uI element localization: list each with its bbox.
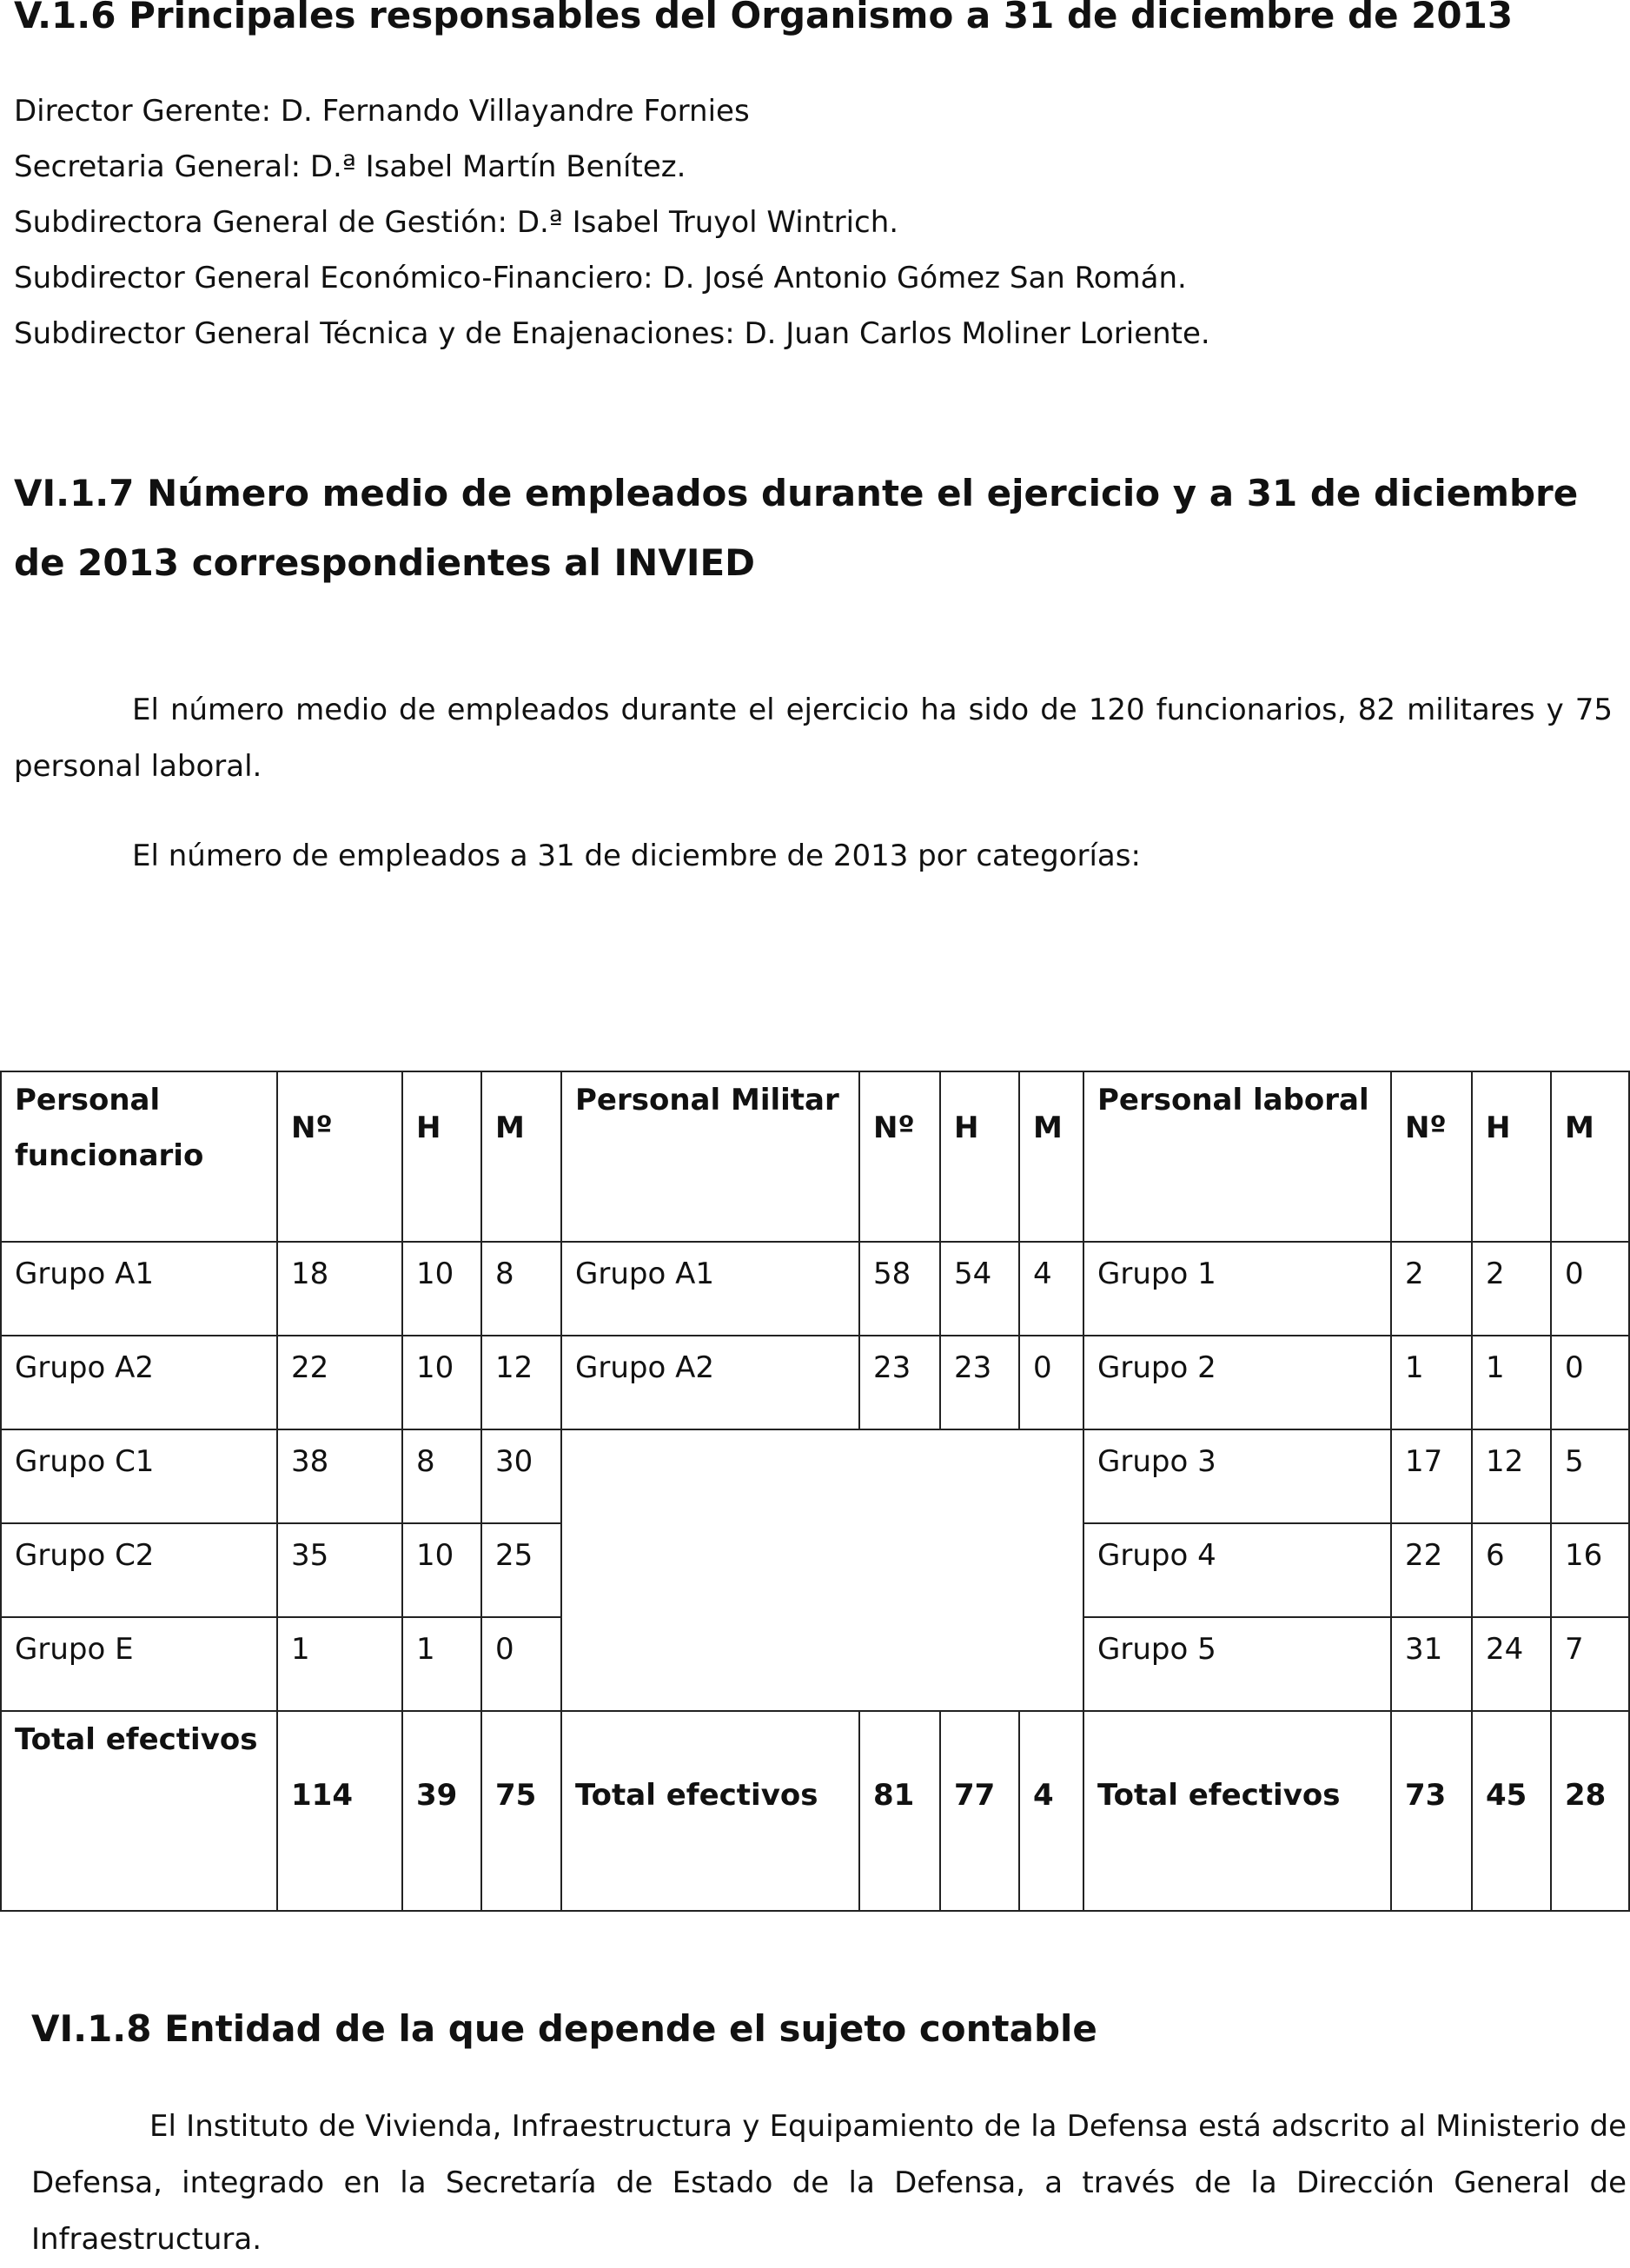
cell-laboral-n: 2	[1391, 1242, 1472, 1336]
cell-funcionario-m: 30	[481, 1429, 561, 1523]
cell-funcionario-h: 1	[402, 1617, 481, 1711]
cell-funcionario-m: 0	[481, 1617, 561, 1711]
cell-funcionario-grupo: Grupo A2	[1, 1336, 277, 1429]
cell-funcionario-h: 10	[402, 1523, 481, 1617]
cell-militar-grupo: Grupo A1	[561, 1242, 859, 1336]
header-n: Nº	[859, 1071, 940, 1242]
header-personal-laboral: Personal laboral	[1083, 1071, 1391, 1242]
cell-laboral-m: 0	[1551, 1336, 1629, 1429]
paragraph-por-categorias: El número de empleados a 31 de diciembre de 2013 por categorías:	[132, 839, 1141, 873]
responsables-list	[14, 83, 1613, 361]
cell-laboral-h: 6	[1472, 1523, 1551, 1617]
header-personal-funcionario: Personal funcionario	[1, 1071, 277, 1242]
total-militar-h: 77	[940, 1711, 1019, 1911]
total-laboral-n: 73	[1391, 1711, 1472, 1911]
cell-militar-n: 23	[859, 1336, 940, 1429]
table-row	[1, 1242, 1629, 1336]
cell-funcionario-n: 18	[277, 1242, 402, 1336]
cell-funcionario-h: 8	[402, 1429, 481, 1523]
total-funcionario-h: 39	[402, 1711, 481, 1911]
header-m: M	[1551, 1071, 1629, 1242]
cell-funcionario-m: 12	[481, 1336, 561, 1429]
responsable-subdirectora-gestion: Subdirectora General de Gestión: D.ª Isabel Truyol Wintrich.	[14, 205, 899, 240]
cell-laboral-m: 7	[1551, 1617, 1629, 1711]
header-m: M	[1019, 1071, 1083, 1242]
cell-laboral-h: 1	[1472, 1336, 1551, 1429]
header-personal-militar: Personal Militar	[561, 1071, 859, 1242]
total-laboral-label: Total efectivos	[1083, 1711, 1391, 1911]
cell-laboral-grupo: Grupo 4	[1083, 1523, 1391, 1617]
cell-funcionario-n: 38	[277, 1429, 402, 1523]
cell-funcionario-h: 10	[402, 1336, 481, 1429]
responsable-director-gerente: Director Gerente: D. Fernando Villayandre Fornies	[14, 94, 750, 129]
cell-laboral-m: 0	[1551, 1242, 1629, 1336]
cell-militar-m: 0	[1019, 1336, 1083, 1429]
header-h: H	[402, 1071, 481, 1242]
header-h: H	[1472, 1071, 1551, 1242]
responsable-subdirector-tecnica: Subdirector General Técnica y de Enajenaciones: D. Juan Carlos Moliner Loriente.	[14, 316, 1210, 351]
table-row	[1, 1336, 1629, 1429]
table-header-row	[1, 1071, 1629, 1242]
cell-militar-h: 23	[940, 1336, 1019, 1429]
responsable-subdirector-economico: Subdirector General Económico-Financiero: D. José Antonio Gómez San Román.	[14, 261, 1187, 295]
total-funcionario-n: 114	[277, 1711, 402, 1911]
cell-funcionario-grupo: Grupo C2	[1, 1523, 277, 1617]
cell-funcionario-h: 10	[402, 1242, 481, 1336]
table-totals-row	[1, 1711, 1629, 1911]
cell-laboral-n: 1	[1391, 1336, 1472, 1429]
cell-laboral-n: 31	[1391, 1617, 1472, 1711]
cell-militar-m: 4	[1019, 1242, 1083, 1336]
empty-militar-block	[561, 1429, 1083, 1711]
total-laboral-m: 28	[1551, 1711, 1629, 1911]
cell-laboral-h: 12	[1472, 1429, 1551, 1523]
cell-funcionario-m: 25	[481, 1523, 561, 1617]
header-m: M	[481, 1071, 561, 1242]
cell-laboral-m: 16	[1551, 1523, 1629, 1617]
cell-laboral-n: 17	[1391, 1429, 1472, 1523]
table-row	[1, 1429, 1629, 1523]
cell-laboral-h: 24	[1472, 1617, 1551, 1711]
cell-laboral-m: 5	[1551, 1429, 1629, 1523]
total-funcionario-label: Total efectivos	[1, 1711, 277, 1911]
employees-table	[0, 1071, 1630, 1912]
cell-laboral-grupo: Grupo 2	[1083, 1336, 1391, 1429]
header-n: Nº	[277, 1071, 402, 1242]
cell-militar-h: 54	[940, 1242, 1019, 1336]
total-militar-label: Total efectivos	[561, 1711, 859, 1911]
total-militar-m: 4	[1019, 1711, 1083, 1911]
header-h: H	[940, 1071, 1019, 1242]
cell-militar-grupo: Grupo A2	[561, 1336, 859, 1429]
cell-funcionario-n: 1	[277, 1617, 402, 1711]
cell-funcionario-n: 35	[277, 1523, 402, 1617]
section-heading-vi17: VI.1.7 Número medio de empleados durante el ejercicio y a 31 de diciembre de 2013 correspondientes al INVIED	[14, 472, 1579, 584]
cell-laboral-grupo: Grupo 1	[1083, 1242, 1391, 1336]
total-funcionario-m: 75	[481, 1711, 561, 1911]
cell-laboral-grupo: Grupo 3	[1083, 1429, 1391, 1523]
cell-funcionario-n: 22	[277, 1336, 402, 1429]
cell-funcionario-grupo: Grupo A1	[1, 1242, 277, 1336]
cell-funcionario-m: 8	[481, 1242, 561, 1336]
cell-funcionario-grupo: Grupo C1	[1, 1429, 277, 1523]
cell-laboral-h: 2	[1472, 1242, 1551, 1336]
total-militar-n: 81	[859, 1711, 940, 1911]
cell-militar-n: 58	[859, 1242, 940, 1336]
section-heading-vi18: VI.1.8 Entidad de la que depende el sujeto contable	[31, 2007, 1097, 2050]
total-laboral-h: 45	[1472, 1711, 1551, 1911]
cell-laboral-n: 22	[1391, 1523, 1472, 1617]
header-n: Nº	[1391, 1071, 1472, 1242]
responsable-secretaria-general: Secretaria General: D.ª Isabel Martín Benítez.	[14, 149, 686, 184]
cell-funcionario-grupo: Grupo E	[1, 1617, 277, 1711]
paragraph-entidad: El Instituto de Vivienda, Infraestructura y Equipamiento de la Defensa está adscrito al Ministerio de Defensa, integrado en la Secretaría de Estado de la Defensa, a través de la Dirección General de Infraestructura.	[31, 2109, 1627, 2257]
cell-laboral-grupo: Grupo 5	[1083, 1617, 1391, 1711]
paragraph-numero-medio: El número medio de empleados durante el ejercicio ha sido de 120 funcionarios, 82 militares y 75 personal laboral.	[14, 693, 1613, 784]
section-heading-v16: V.1.6 Principales responsables del Organismo a 31 de diciembre de 2013	[14, 0, 1514, 36]
